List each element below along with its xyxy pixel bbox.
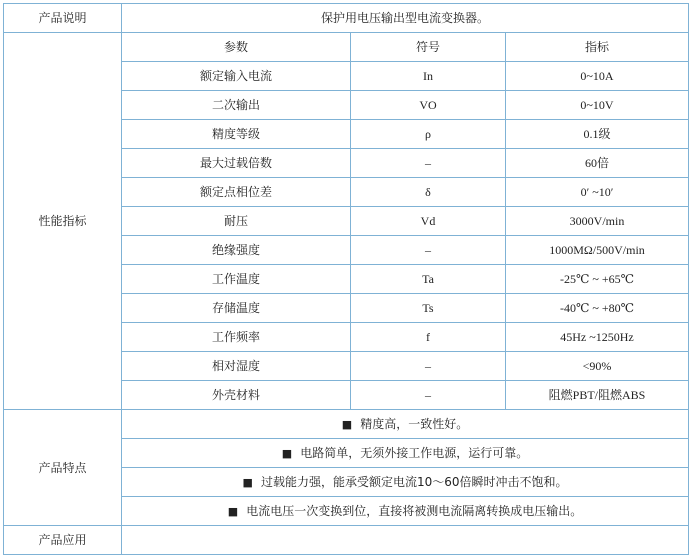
square-bullet-icon: ■ <box>242 475 253 489</box>
product-desc-text: 保护用电压输出型电流变换器。 <box>122 4 689 33</box>
value-cell: 0~10V <box>506 91 689 120</box>
application-row <box>4 526 689 555</box>
param-cell: 额定点相位差 <box>122 178 351 207</box>
symbol-cell: – <box>351 352 506 381</box>
symbol-cell: δ <box>351 178 506 207</box>
value-cell: 60倍 <box>506 149 689 178</box>
square-bullet-icon: ■ <box>281 446 293 460</box>
param-cell: 绝缘强度 <box>122 236 351 265</box>
value-cell: -25℃ ~ +65℃ <box>506 265 689 294</box>
performance-label: 性能指标 <box>4 33 122 410</box>
feature-item <box>122 468 689 497</box>
param-cell: 耐压 <box>122 207 351 236</box>
feature-text: 电流电压一次变换到位，直接将被测电流隔离转换成电压输出。 <box>246 503 583 518</box>
spec-table <box>3 3 689 555</box>
symbol-cell: ρ <box>351 120 506 149</box>
features-label: 产品特点 <box>4 410 122 526</box>
param-cell: 最大过载倍数 <box>122 149 351 178</box>
value-cell: -40℃ ~ +80℃ <box>506 294 689 323</box>
value-cell: 阻燃PBT/阻燃ABS <box>506 381 689 410</box>
header-param: 参数 <box>122 33 351 62</box>
param-cell: 工作频率 <box>122 323 351 352</box>
param-cell: 存储温度 <box>122 294 351 323</box>
symbol-cell: Ta <box>351 265 506 294</box>
application-label: 产品应用 <box>4 526 122 555</box>
square-bullet-icon: ■ <box>341 417 353 431</box>
feature-item <box>122 439 689 468</box>
value-cell: 0′ ~10′ <box>506 178 689 207</box>
symbol-cell: – <box>351 381 506 410</box>
param-cell: 精度等级 <box>122 120 351 149</box>
symbol-cell: – <box>351 236 506 265</box>
spec-header-row <box>4 33 689 62</box>
feature-text: 过载能力强，能承受额定电流10～60倍瞬时冲击不饱和。 <box>260 474 568 489</box>
param-cell: 二次输出 <box>122 91 351 120</box>
product-desc-row <box>4 4 689 33</box>
square-bullet-icon: ■ <box>227 504 239 518</box>
value-cell: 0~10A <box>506 62 689 91</box>
feature-item <box>122 497 689 526</box>
param-cell: 相对湿度 <box>122 352 351 381</box>
feature-text: 精度高，一致性好。 <box>360 416 469 431</box>
symbol-cell: Vd <box>351 207 506 236</box>
value-cell: 3000V/min <box>506 207 689 236</box>
application-text <box>122 526 689 555</box>
symbol-cell: f <box>351 323 506 352</box>
feature-row <box>4 410 689 439</box>
value-cell: <90% <box>506 352 689 381</box>
param-cell: 额定输入电流 <box>122 62 351 91</box>
feature-item <box>122 410 689 439</box>
symbol-cell: – <box>351 149 506 178</box>
product-desc-label: 产品说明 <box>4 4 122 33</box>
value-cell: 1000MΩ/500V/min <box>506 236 689 265</box>
symbol-cell: VO <box>351 91 506 120</box>
feature-text: 电路简单，无须外接工作电源，运行可靠。 <box>300 445 529 460</box>
value-cell: 45Hz ~1250Hz <box>506 323 689 352</box>
symbol-cell: In <box>351 62 506 91</box>
param-cell: 外壳材料 <box>122 381 351 410</box>
value-cell: 0.1级 <box>506 120 689 149</box>
header-symbol: 符号 <box>351 33 506 62</box>
param-cell: 工作温度 <box>122 265 351 294</box>
symbol-cell: Ts <box>351 294 506 323</box>
header-value: 指标 <box>506 33 689 62</box>
